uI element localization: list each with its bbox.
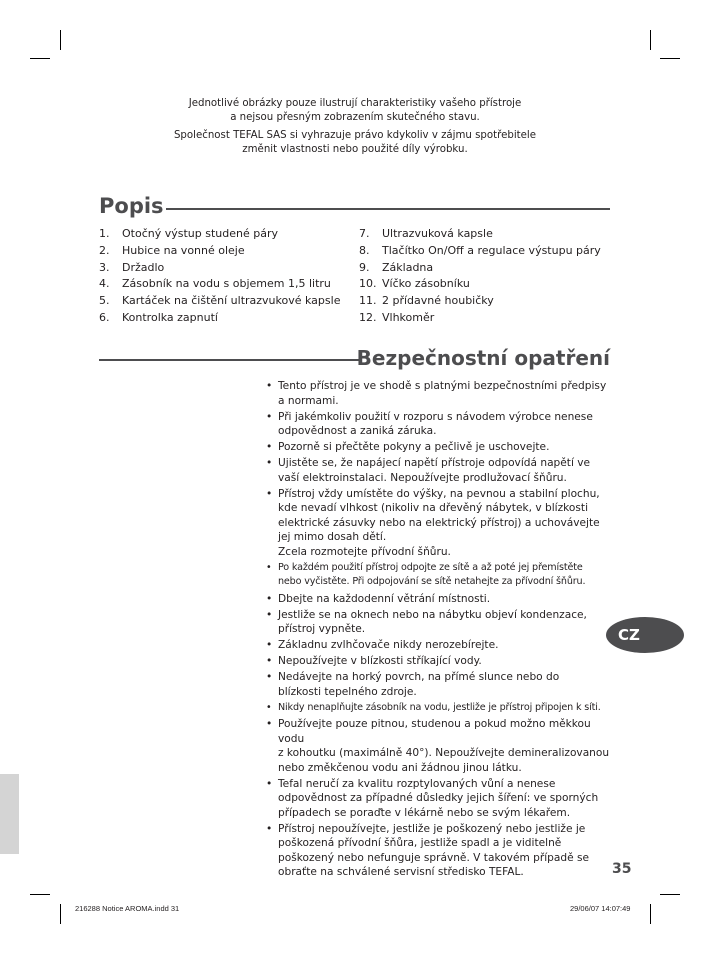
crop-mark [30, 894, 50, 895]
list-item: • Nedávejte na horký povrch, na přímé slunce nebo do blízkosti tepelného zdroje. [266, 671, 560, 698]
bullet-icon: • [266, 671, 273, 684]
bullet-icon: • [266, 561, 272, 573]
list-item: • Po každém použití přístroj odpojte ze sítě a až poté jej přemístěte nebo vyčistěte. Při odpojování se sítě netahejte za přívodní šňůru. [266, 561, 586, 588]
bullet-icon: • [266, 380, 273, 392]
list-item: • Tefal neručí za kvalitu rozptylovaných vůní a nenese odpovědnost za případné důsledky jejich šíření: ve sporných případech se poraďte v lékárně nebo se svým lékařem. [266, 777, 599, 819]
list-item: 5. Kartáček na čištění ultrazvukové kapsle [99, 294, 341, 308]
list-item: 3. Držadlo [99, 260, 165, 274]
crop-mark [660, 58, 680, 59]
bullet-icon: • [266, 639, 273, 652]
list-item: • Jestliže se na oknech nebo na nábytku objeví kondenzace, přístroj vypněte. [266, 608, 587, 636]
list-item: • Přístroj nepoužívejte, jestliže je poškozený nebo jestliže je poškozená přívodní šňůra, jestliže spadl a je viditelně poškozený nebo nefunguje správně. V takovém případě se obraťte na schválené servisní středisko TEFAL. [266, 822, 590, 879]
list-item: • Nepoužívejte v blízkosti stříkající vody. [266, 655, 482, 668]
parts-list-left [99, 226, 340, 327]
bullet-icon: • [266, 410, 273, 423]
list-item: • Při jakémkoliv použití v rozporu s návodem výrobce nenese odpovědnost a zaniká záruka. [266, 410, 593, 438]
section-title-safety: Bezpečnostní opatření [356, 346, 610, 370]
section-rule [166, 208, 610, 210]
list-item: 9. Základna [359, 260, 434, 274]
section-rule [99, 359, 361, 361]
list-item: • Základnu zvlhčovače nikdy nerozebírejte. [266, 639, 499, 652]
bullet-icon: • [266, 655, 273, 668]
list-item: • Přístroj vždy umístěte do výšky, na pevnou a stabilní plochu, kde nevadí vlhkost (nikoliv na dřevěný nábytek, v blízkosti elektrické zásuvky nebo na elektrický přístroj) a uchovávejte jej mimo dosah dětí. Zcela rozmotejte přívodní šňůru. [266, 487, 600, 558]
bullet-icon: • [266, 822, 273, 835]
intro-note-2: Společnost TEFAL SAS si vyhrazuje právo kdykoliv v zájmu spotřebitele změnit vlastnosti nebo použité díly výrobku. [173, 130, 537, 155]
list-item: • Nikdy nenaplňujte zásobník na vodu, jestliže je přístroj připojen k síti. [266, 701, 616, 716]
list-item: • Dbejte na každodenní větrání místnosti. [266, 592, 491, 605]
crop-mark [30, 58, 50, 59]
bullet-icon: • [266, 457, 273, 470]
section-title-popis: Popis [99, 194, 164, 218]
list-item: 2. Hubice na vonné oleje [99, 243, 245, 257]
safety-list [266, 379, 616, 881]
crop-mark [650, 904, 651, 924]
bullet-icon: • [266, 702, 272, 714]
side-color-bar [0, 774, 19, 854]
bullet-icon: • [266, 487, 273, 500]
bullet-icon: • [266, 777, 273, 790]
crop-mark [60, 904, 61, 924]
list-item: • Pozorně si přečtěte pokyny a pečlivě je uschovejte. [266, 441, 550, 454]
intro-note-1: Jednotlivé obrázky pouze ilustrují charakteristiky vašeho přístroje a nejsou přesným zobrazením skutečného stavu. [188, 98, 522, 123]
list-item: 11. 2 přídavné houbičky [359, 294, 494, 308]
bullet-icon: • [266, 718, 273, 731]
list-item: 1. Otočný výstup studené páry [99, 227, 278, 240]
list-item: 6. Kontrolka zapnutí [99, 310, 218, 324]
bullet-icon: • [266, 441, 273, 454]
crop-mark [660, 894, 680, 895]
footer-timestamp: 29/06/07 14:07:49 [570, 904, 631, 913]
bullet-icon: • [266, 592, 273, 605]
crop-mark [650, 30, 651, 50]
footer-file-info: 216288 Notice AROMA.indd 31 [75, 904, 180, 913]
list-item: 8. Tlačítko On/Off a regulace výstupu páry [359, 243, 601, 257]
list-item: • Tento přístroj je ve shodě s platnými bezpečnostními předpisy a normami. [266, 380, 607, 407]
language-tab: CZ [606, 617, 684, 653]
crop-mark [60, 30, 61, 50]
list-item: 12. Vlhkoměr [359, 310, 435, 324]
list-item: 4. Zásobník na vodu s objemem 1,5 litru [99, 277, 331, 291]
list-item: • Používejte pouze pitnou, studenou a pokud možno měkkou vodu z kohoutku (maximálně 40°). Nepoužívejte demineralizovanou nebo změkčenou vodu ani žádnou jinou látku. [266, 718, 610, 774]
list-item: 10. Víčko zásobníku [359, 277, 470, 291]
parts-list-right [359, 226, 601, 327]
list-item: 7. Ultrazvuková kapsle [359, 227, 493, 240]
page-number: 35 [612, 861, 632, 877]
list-item: • Ujistěte se, že napájecí napětí přístroje odpovídá napětí ve vaší elektroinstalaci. Nepoužívejte prodlužovací šňůru. [266, 457, 591, 484]
bullet-icon: • [266, 608, 273, 621]
